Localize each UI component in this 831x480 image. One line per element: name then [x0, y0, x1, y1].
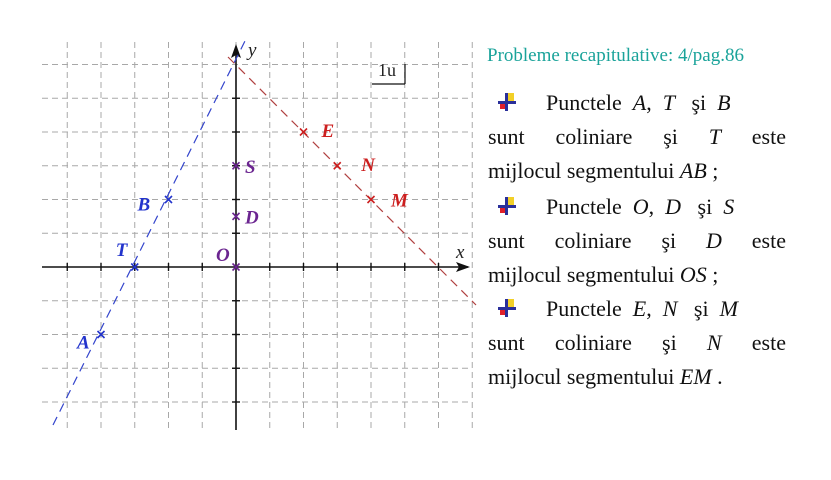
segment-name: AB: [679, 158, 707, 183]
point-label: N: [361, 154, 375, 176]
point-label: T: [115, 240, 128, 261]
statement-line: [488, 86, 786, 120]
point-label: B: [137, 194, 151, 216]
statement-word: mijlocul segmentului: [488, 364, 675, 389]
statement-line: [488, 224, 786, 258]
segment-name: OS: [679, 262, 707, 287]
punctuation: .: [717, 364, 723, 389]
point-m: [368, 191, 410, 212]
statement-word: coliniare: [555, 124, 633, 149]
segment-name: EM: [679, 364, 712, 389]
statement-word: este: [751, 330, 786, 355]
statement-word: este: [751, 124, 786, 149]
point-label: O: [216, 245, 230, 266]
statement-word: ,: [646, 90, 652, 115]
x-axis-label: x: [456, 242, 465, 263]
point-name: O: [632, 194, 649, 219]
statement-3: [488, 292, 786, 394]
statement-line: [488, 360, 786, 394]
unit-box: [372, 60, 405, 84]
statement-line: [488, 154, 786, 188]
statement-word: mijlocul segmentului: [488, 262, 675, 287]
point-name: M: [719, 296, 738, 321]
point-name: D: [665, 194, 682, 219]
statement-word: şi: [697, 194, 713, 219]
bullet-icon: [496, 193, 518, 215]
punctuation: ;: [712, 262, 719, 287]
statement-word: Punctele: [546, 90, 622, 115]
statement-line: [488, 190, 786, 224]
point-label: D: [245, 207, 259, 229]
statement-word: şi: [661, 228, 677, 253]
points: [76, 121, 409, 354]
statement-word: sunt: [488, 124, 525, 149]
statement-line: [488, 258, 786, 292]
statement-word: este: [751, 228, 786, 253]
point-name: B: [717, 90, 731, 115]
bullet-icon: [496, 89, 518, 111]
statement-word: şi: [662, 330, 677, 355]
statement-2: [488, 190, 786, 292]
point-label: M: [391, 190, 408, 212]
heading: Probleme recapitulative: 4/pag.86: [487, 45, 744, 66]
statement-word: Punctele: [546, 194, 622, 219]
bullet-icon: [496, 295, 518, 317]
statement-word: sunt: [488, 330, 525, 355]
point-name: N: [662, 296, 678, 321]
statement-word: şi: [663, 124, 678, 149]
point-name: A: [632, 90, 647, 115]
point-label: E: [321, 121, 335, 142]
statement-line: [488, 326, 786, 360]
punctuation: ;: [712, 158, 719, 183]
statement-1: [488, 86, 786, 188]
grid: [42, 42, 472, 430]
point-name: E: [632, 296, 647, 321]
statement-line: [488, 120, 786, 154]
point-name: T: [662, 90, 675, 115]
statement-word: şi: [693, 296, 709, 321]
statement-word: coliniare: [554, 330, 632, 355]
point-name: S: [723, 194, 735, 219]
statement-word: şi: [691, 90, 707, 115]
statement-word: Punctele: [546, 296, 622, 321]
point-label: S: [245, 156, 256, 178]
point-label: A: [77, 332, 90, 354]
y-axis: [231, 44, 241, 430]
point-b: [137, 195, 173, 216]
statement-word: ,: [646, 296, 652, 321]
x-axis: [42, 262, 470, 272]
statement-word: ,: [648, 194, 655, 219]
statement-line: [488, 292, 786, 326]
y-axis-label: y: [248, 40, 257, 61]
statement-word: coliniare: [554, 228, 632, 253]
point-name: N: [706, 330, 722, 355]
statement-word: mijlocul segmentului: [488, 158, 675, 183]
point-name: D: [706, 228, 722, 253]
statement-word: sunt: [488, 228, 525, 253]
unit-label: 1u: [378, 60, 396, 80]
point-name: T: [708, 124, 721, 149]
